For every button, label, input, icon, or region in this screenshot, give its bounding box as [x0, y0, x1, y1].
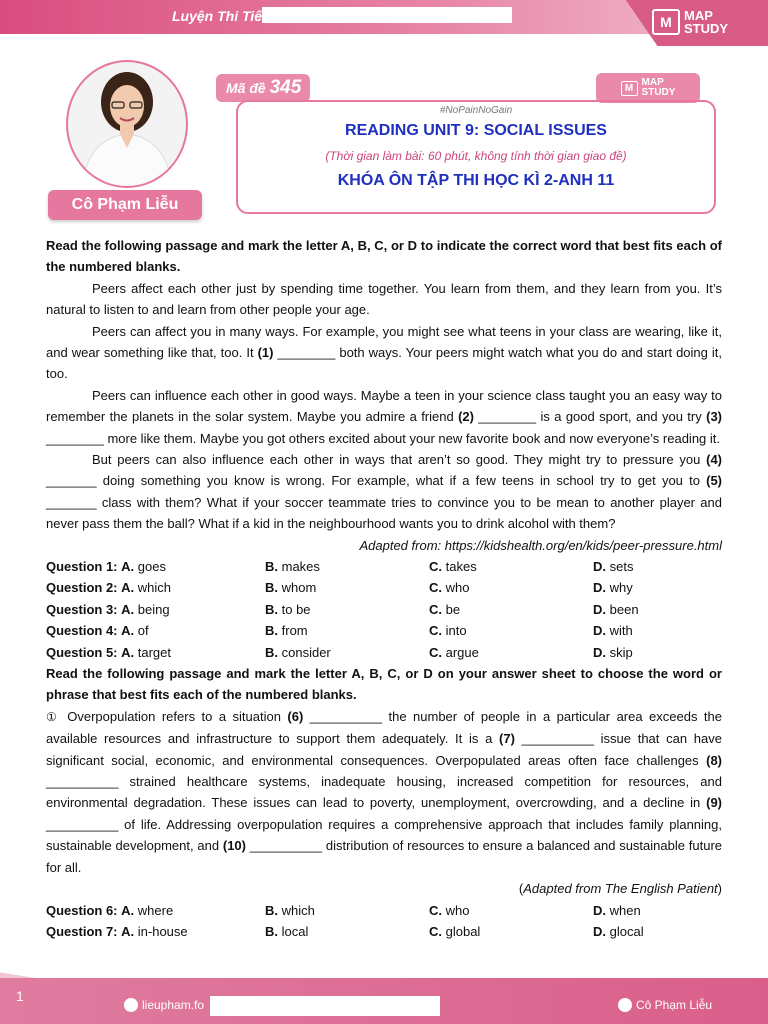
question-row: Question 1: A. goes B. makes C. takes D. sets: [46, 559, 634, 575]
question-row: Question 2: A. which B. whom C. who D. why: [46, 580, 633, 596]
blank-6: (6): [287, 708, 304, 724]
passage1-source: Adapted from: https://kidshealth.org/en/kids/peer-pressure.html: [359, 537, 722, 553]
passage2-source: (Adapted from The English Patient): [518, 881, 722, 897]
section1-instruction: Read the following passage and mark the letter A, B, C, or D to indicate the correct word that best fits each of the numbered blanks.: [46, 238, 722, 275]
blank-5: (5): [706, 473, 722, 489]
exam-code-tab: [216, 74, 310, 102]
time-note: (Thời gian làm bài: 60 phút, không tính thời gian giao đề): [325, 149, 627, 163]
footer-website-link[interactable]: lieupham.fo: [124, 998, 204, 1012]
footer-redaction: [210, 996, 440, 1016]
question-row: Question 5: A. target B. consider C. argue D. skip: [46, 644, 633, 660]
globe-icon: [124, 998, 138, 1012]
exam-header: [236, 100, 716, 214]
small-logo-mark: M: [621, 81, 638, 96]
page-footer: [0, 978, 768, 1024]
section1-questions: [46, 556, 722, 663]
section2-instruction: Read the following passage and mark the letter A, B, C, or D on your answer sheet to choose the word or phrase that best fits each of the numbered blanks.: [46, 666, 722, 703]
blank-9: (9): [706, 795, 722, 811]
question-row: Question 7: A. in-house B. local C. global D. glocal: [46, 923, 644, 939]
blank-2: (2): [458, 409, 474, 425]
blank-8: (8): [706, 752, 722, 768]
passage1-paragraph-1: Peers affect each other just by spending time together. You learn from them, and they learn from you. It’s natural to listen to and learn from other people your age.: [46, 280, 722, 318]
small-logo-line-1: MAP: [641, 77, 664, 88]
exam-code-label: Mã đề: [226, 80, 266, 96]
blank-1: (1): [257, 345, 274, 361]
logo-line-1: MAP: [684, 8, 713, 23]
teacher-avatar: [66, 60, 188, 188]
exam-title: READING UNIT 9: SOCIAL ISSUES: [345, 122, 607, 139]
exam-code-number: 345: [269, 77, 302, 98]
course-title: KHÓA ÔN TẬP THI HỌC KÌ 2-ANH 11: [337, 172, 615, 189]
mapstudy-logo: [652, 9, 728, 35]
passage1-paragraph-2: Peers can affect you in many ways. For example, you might see what teens in your class are wearing, like it, and wear something like that, too. It (1) ________ both ways. Your peers might watch what you do and start doing it, too.: [46, 323, 722, 382]
exam-content: [46, 235, 722, 942]
blank-3: (3): [706, 409, 722, 425]
passage2-paragraph: ① Overpopulation refers to a situation (6) __________ the number of people in a particular area exceeds the available resources and infrastructure to support them adequately. It is a (7) __________ issue that can have significant social, economic, and environmental consequences. Overpopulated areas often face challenges (8) __________ strained healthcare systems, inadequate housing, increased competition for resources, and environmental degradation. These issues can lead to poverty, unemployment, overcrowding, and a decline in (9) __________ of life. Addressing overpopulation requires a comprehensive approach that includes family planning, sustainable development, and (10) __________ distribution of resources to ensure a balanced and sustainable future for all.: [46, 708, 722, 875]
banner-redaction: [262, 7, 512, 23]
blank-7: (7): [499, 731, 515, 747]
blank-10: (10): [222, 838, 246, 854]
logo-line-2: STUDY: [684, 21, 729, 36]
page-number: 1: [16, 988, 24, 1004]
teacher-name-badge: Cô Phạm Liễu: [48, 190, 202, 220]
hashtag: #NoPainNoGain: [439, 105, 513, 116]
passage1-paragraph-4: But peers can also influence each other in ways that aren’t so good. They might try to pressure you (4) _______ doing something you know is wrong. For example, what if a few teens in school try to get you to (5) _______ class with them? What if your soccer teammate tries to convince you to be mean to another player and never pass them the ball? What if a kid in the neighbourhood wants you to drink alcohol with them?: [46, 452, 722, 532]
passage1-paragraph-3: Peers can influence each other in good ways. Maybe a teen in your science class taught you an easy way to remember the planets in the solar system. Maybe you admire a friend (2) ________ is a good sport, and you try (3) ________ more like them. Maybe you got others excited about your new favorite book and now everyone’s reading it.: [46, 387, 722, 446]
blank-4: (4): [706, 452, 722, 468]
logo-mark: M: [652, 9, 680, 35]
question-row: Question 6: A. where B. which C. who D. when: [46, 902, 641, 918]
banner-title: Luyện Thi Tiế: [172, 8, 262, 24]
question-row: Question 4: A. of B. from C. into D. with: [46, 623, 633, 639]
section2-questions: [46, 900, 722, 943]
question-row: Question 3: A. being B. to be C. be D. been: [46, 601, 639, 617]
youtube-icon: [618, 998, 632, 1012]
small-logo-line-2: STUDY: [641, 87, 676, 98]
footer-youtube-link[interactable]: Cô Phạm Liễu: [618, 998, 712, 1012]
paragraph-marker-icon: ①: [46, 709, 57, 724]
mapstudy-small-logo: [596, 73, 700, 103]
